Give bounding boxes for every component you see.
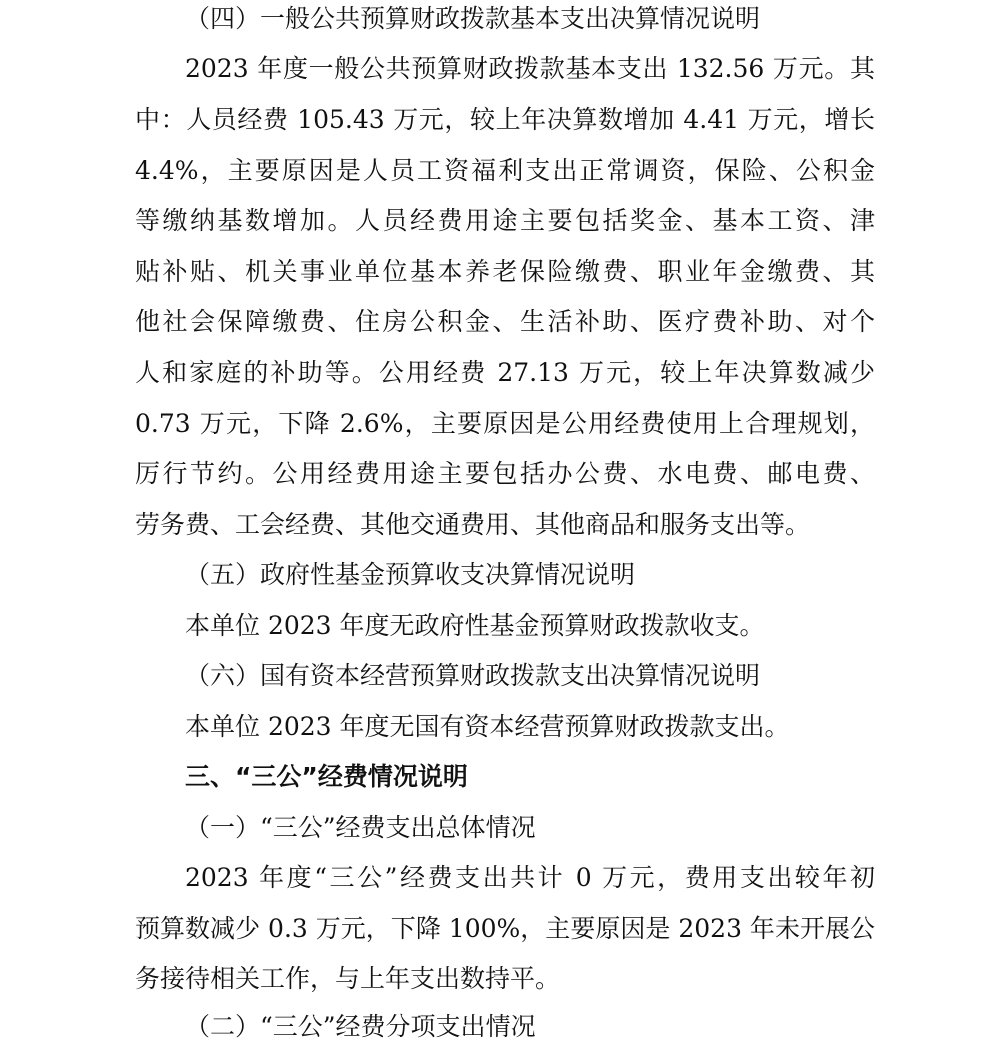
paragraph-line: 劳务费、工会经费、其他交通费用、其他商品和服务支出等。: [135, 510, 811, 539]
paragraph-line: 贴补贴、机关事业单位基本养老保险缴费、职业年金缴费、其: [135, 257, 875, 286]
paragraph-line: 4.4%，主要原因是人员工资福利支出正常调资，保险、公积金: [135, 156, 875, 185]
section-5-heading: （五）政府性基金预算收支决算情况说明: [185, 560, 636, 589]
paragraph-line: 本单位 2023 年度无国有资本经营预算财政拨款支出。: [185, 712, 790, 741]
part-3-heading: 三、“三公”经费情况说明: [185, 762, 468, 791]
paragraph-line: 他社会保障缴费、住房公积金、生活补助、医疗费补助、对个: [135, 307, 875, 336]
paragraph-line: 2023 年度“三公”经费支出共计 0 万元，费用支出较年初: [185, 863, 875, 892]
paragraph-line: 预算数减少 0.3 万元，下降 100%，主要原因是 2023 年未开展公: [135, 914, 875, 943]
subsection-1-heading: （一）“三公”经费支出总体情况: [185, 813, 536, 842]
section-4-heading: （四）一般公共预算财政拨款基本支出决算情况说明: [185, 4, 761, 33]
paragraph-line: 本单位 2023 年度无政府性基金预算财政拨款收支。: [185, 611, 765, 640]
paragraph-line: 0.73 万元，下降 2.6%，主要原因是公用经费使用上合理规划，: [135, 409, 875, 438]
paragraph-line: 等缴纳基数增加。人员经费用途主要包括奖金、基本工资、津: [135, 206, 875, 235]
section-6-heading: （六）国有资本经营预算财政拨款支出决算情况说明: [185, 661, 761, 690]
paragraph-line: 务接待相关工作，与上年支出数持平。: [135, 964, 561, 993]
paragraph-line: 厉行节约。公用经费用途主要包括办公费、水电费、邮电费、: [135, 459, 875, 488]
paragraph-line: 人和家庭的补助等。公用经费 27.13 万元，较上年决算数减少: [135, 358, 875, 387]
paragraph-line: 2023 年度一般公共预算财政拨款基本支出 132.56 万元。其: [185, 54, 875, 83]
subsection-2-heading: （二）“三公”经费分项支出情况: [185, 1012, 536, 1041]
paragraph-line: 中：人员经费 105.43 万元，较上年决算数增加 4.41 万元，增长: [135, 105, 875, 134]
